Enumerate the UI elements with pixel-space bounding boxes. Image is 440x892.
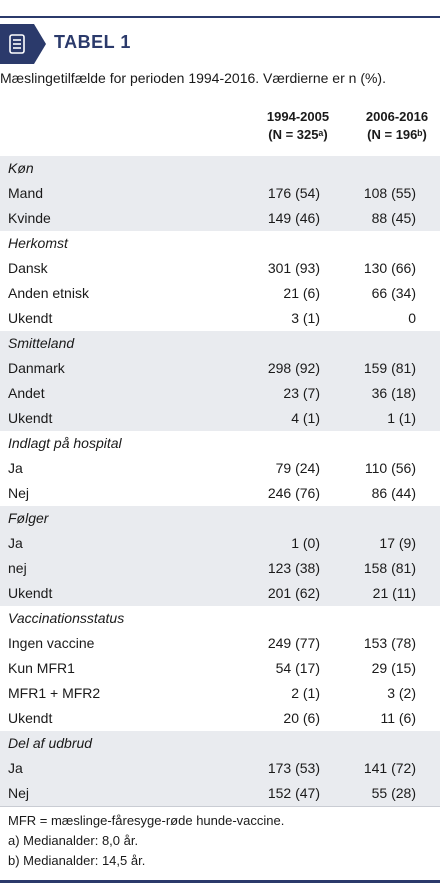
footnotes [0,806,440,871]
row-label: Ja [8,760,23,776]
table-row [0,631,440,656]
group-title-label: Del af udbrud [8,735,93,751]
value-2006-2016: 141 (72) [363,760,416,776]
table-body [0,156,440,806]
value-2006-2016: 66 (34) [371,285,416,301]
value-2006-2016: 108 (55) [363,185,416,201]
value-1994-2005: 4 (1) [291,410,320,426]
value-1994-2005: 3 (1) [291,310,320,326]
column-header-2 [354,108,440,144]
column-n: (N = 196ᵇ) [367,127,427,142]
column-header-1 [254,108,342,144]
table-row [0,681,440,706]
table-row [0,256,440,281]
table-row [0,306,440,331]
row-label: Ingen vaccine [8,635,95,651]
group-title-label: Følger [8,510,49,526]
value-2006-2016: 88 (45) [371,210,416,226]
row-label: nej [8,560,27,576]
row-label: Nej [8,485,30,501]
row-group [0,431,440,506]
table-row [0,706,440,731]
value-2006-2016: 17 (9) [379,535,416,551]
row-label: Dansk [8,260,48,276]
document-icon [9,34,25,54]
value-2006-2016: 158 (81) [363,560,416,576]
value-2006-2016: 153 (78) [363,635,416,651]
row-label: Ja [8,535,23,551]
footnote: a) Medianalder: 8,0 år. [8,833,139,848]
row-label: Nej [8,785,30,801]
value-1994-2005: 152 (47) [267,785,320,801]
group-title [0,156,440,181]
group-title [0,606,440,631]
group-title [0,331,440,356]
value-2006-2016: 11 (6) [380,710,416,726]
table-row [0,181,440,206]
column-n: (N = 325ᵃ) [268,127,328,142]
table-row [0,481,440,506]
value-1994-2005: 173 (53) [267,760,320,776]
value-1994-2005: 54 (17) [275,660,320,676]
group-title-label: Køn [8,160,34,176]
table-row [0,656,440,681]
value-1994-2005: 21 (6) [283,285,320,301]
group-title [0,506,440,531]
value-1994-2005: 123 (38) [267,560,320,576]
row-label: Ukendt [8,410,53,426]
group-title-label: Vaccinationsstatus [8,610,125,626]
value-1994-2005: 20 (6) [283,710,320,726]
value-2006-2016: 0 [408,310,416,326]
row-label: Mand [8,185,44,201]
table-row [0,556,440,581]
value-2006-2016: 36 (18) [371,385,416,401]
row-label: Ukendt [8,310,53,326]
table-row [0,381,440,406]
value-1994-2005: 249 (77) [267,635,320,651]
value-1994-2005: 298 (92) [267,360,320,376]
value-1994-2005: 149 (46) [267,210,320,226]
table-row [0,531,440,556]
row-group [0,231,440,331]
row-label: MFR1 + MFR2 [8,685,101,701]
row-label: Andet [8,385,45,401]
group-title [0,731,440,756]
group-title-label: Herkomst [8,235,68,251]
column-period: 1994-2005 [266,109,330,124]
value-2006-2016: 130 (66) [363,260,416,276]
table-row [0,206,440,231]
value-1994-2005: 1 (0) [291,535,320,551]
value-1994-2005: 23 (7) [283,385,320,401]
table-title: TABEL 1 [54,32,131,52]
value-1994-2005: 301 (93) [267,260,320,276]
value-1994-2005: 176 (54) [267,185,320,201]
value-2006-2016: 29 (15) [371,660,416,676]
row-label: Anden etnisk [8,285,89,301]
data-table [0,108,440,871]
value-2006-2016: 110 (56) [364,460,416,476]
footnote: b) Medianalder: 14,5 år. [8,853,146,868]
value-2006-2016: 3 (2) [387,685,416,701]
row-group [0,731,440,806]
value-2006-2016: 55 (28) [371,785,416,801]
group-title [0,231,440,256]
column-period: 2006-2016 [365,109,429,124]
table-row [0,781,440,806]
row-group [0,331,440,431]
value-2006-2016: 21 (11) [372,585,416,601]
row-label: Kvinde [8,210,51,226]
table-row [0,756,440,781]
badge [0,24,34,64]
table-row [0,456,440,481]
table-header [0,24,440,64]
table-row [0,581,440,606]
row-label: Kun MFR1 [8,660,75,676]
group-title-label: Indlagt på hospital [8,435,122,451]
row-label: Ukendt [8,585,53,601]
group-title-label: Smitteland [8,335,75,351]
row-label: Danmark [8,360,65,376]
value-2006-2016: 159 (81) [363,360,416,376]
group-title [0,431,440,456]
value-1994-2005: 79 (24) [275,460,320,476]
column-headers [0,108,440,156]
table-caption: Mæslingetilfælde for perioden 1994-2016. Værdierne er n (%). [0,70,386,86]
value-2006-2016: 1 (1) [387,410,416,426]
value-1994-2005: 201 (62) [267,585,320,601]
value-1994-2005: 246 (76) [267,485,320,501]
row-group [0,506,440,606]
badge-arrow [34,24,46,64]
row-group [0,156,440,231]
table-row [0,281,440,306]
table-row [0,356,440,381]
footnote: MFR = mæslinge-fåresyge-røde hunde-vaccine. [8,813,285,828]
value-2006-2016: 86 (44) [371,485,416,501]
row-label: Ukendt [8,710,53,726]
bottom-rule [0,880,440,883]
value-1994-2005: 2 (1) [291,685,320,701]
table-row [0,406,440,431]
row-group [0,606,440,731]
top-rule [0,16,440,18]
row-label: Ja [8,460,23,476]
